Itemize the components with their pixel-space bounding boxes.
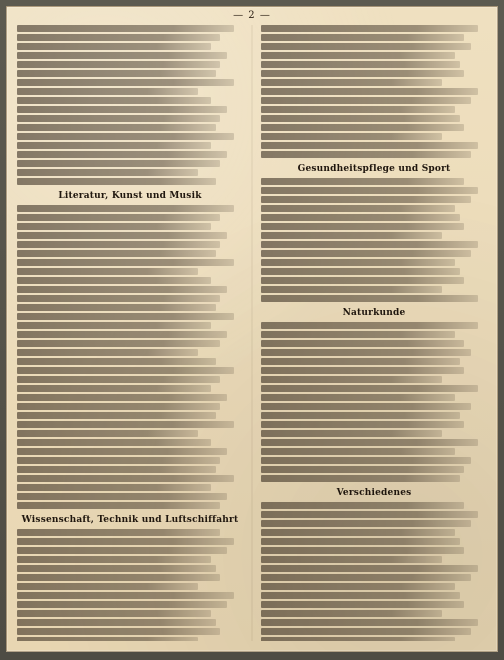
text-line bbox=[261, 133, 442, 140]
text-line bbox=[17, 34, 220, 41]
text-line bbox=[261, 529, 455, 536]
text-line bbox=[17, 430, 198, 437]
text-line bbox=[17, 88, 198, 95]
section-header-naturkunde: Naturkunde bbox=[342, 308, 406, 318]
text-line bbox=[261, 385, 478, 392]
text-line bbox=[17, 466, 216, 473]
wissenschaft-lines bbox=[17, 529, 243, 641]
text-line bbox=[261, 43, 471, 50]
section-header-gesundheit: Gesundheitspflege und Sport bbox=[297, 164, 451, 174]
text-line bbox=[17, 70, 216, 77]
text-line bbox=[17, 295, 220, 302]
text-line bbox=[17, 286, 227, 293]
text-line bbox=[17, 115, 220, 122]
text-line bbox=[17, 484, 211, 491]
text-line bbox=[261, 619, 478, 626]
text-line bbox=[261, 430, 442, 437]
text-line bbox=[17, 61, 220, 68]
text-line bbox=[261, 520, 471, 527]
text-line bbox=[17, 277, 211, 284]
text-line bbox=[17, 403, 220, 410]
text-line bbox=[17, 457, 220, 464]
text-line bbox=[17, 106, 227, 113]
text-line bbox=[261, 349, 471, 356]
text-line bbox=[261, 565, 478, 572]
page-number: — 2 — bbox=[233, 10, 271, 21]
text-line bbox=[261, 592, 460, 599]
text-line bbox=[17, 583, 198, 590]
text-line bbox=[17, 439, 211, 446]
text-line bbox=[261, 556, 442, 563]
text-line bbox=[17, 574, 220, 581]
section-verschiedenes bbox=[261, 488, 487, 641]
text-line bbox=[17, 412, 216, 419]
text-line bbox=[261, 403, 471, 410]
text-line bbox=[261, 25, 478, 32]
text-line bbox=[261, 340, 464, 347]
text-line bbox=[17, 547, 227, 554]
text-line bbox=[17, 376, 220, 383]
text-line bbox=[261, 142, 478, 149]
text-line bbox=[261, 205, 455, 212]
text-line bbox=[261, 511, 478, 518]
text-line bbox=[261, 583, 455, 590]
section-header-literatur: Literatur, Kunst und Musik bbox=[58, 191, 202, 201]
text-line bbox=[17, 97, 211, 104]
text-line bbox=[261, 259, 455, 266]
text-line bbox=[17, 556, 211, 563]
text-line bbox=[17, 250, 216, 257]
text-line bbox=[261, 34, 464, 41]
naturkunde-lines bbox=[261, 322, 487, 482]
text-line bbox=[17, 394, 227, 401]
literatur-lines bbox=[17, 205, 243, 509]
text-line bbox=[17, 304, 216, 311]
text-line bbox=[261, 277, 464, 284]
text-line bbox=[17, 43, 211, 50]
text-line bbox=[261, 376, 442, 383]
text-line bbox=[17, 628, 220, 635]
two-column-layout bbox=[17, 25, 487, 641]
left-top-lines bbox=[17, 25, 243, 185]
text-line bbox=[17, 529, 220, 536]
text-line bbox=[17, 610, 211, 617]
text-line bbox=[261, 448, 455, 455]
text-line bbox=[261, 106, 455, 113]
gesundheit-lines bbox=[261, 178, 487, 302]
section-header-wissenschaft: Wissenschaft, Technik und Luftschiffahrt bbox=[21, 515, 239, 525]
text-line bbox=[17, 241, 220, 248]
text-line bbox=[261, 367, 464, 374]
text-line bbox=[261, 637, 455, 641]
text-line bbox=[17, 448, 227, 455]
text-line bbox=[261, 610, 442, 617]
text-line bbox=[261, 439, 478, 446]
text-line bbox=[17, 349, 198, 356]
section-literatur bbox=[17, 191, 243, 509]
text-line bbox=[17, 25, 234, 32]
right-column bbox=[261, 25, 487, 641]
text-line bbox=[17, 367, 234, 374]
section-gesundheit bbox=[261, 164, 487, 302]
text-line bbox=[261, 295, 478, 302]
text-line bbox=[261, 421, 464, 428]
text-line bbox=[261, 79, 442, 86]
text-line bbox=[261, 538, 460, 545]
text-line bbox=[261, 97, 471, 104]
text-line bbox=[261, 52, 455, 59]
text-line bbox=[17, 592, 234, 599]
text-line bbox=[261, 151, 471, 158]
text-line bbox=[261, 223, 464, 230]
text-line bbox=[17, 322, 211, 329]
text-line bbox=[17, 160, 220, 167]
text-line bbox=[261, 250, 471, 257]
text-line bbox=[17, 421, 234, 428]
text-line bbox=[261, 115, 460, 122]
text-line bbox=[261, 466, 464, 473]
text-line bbox=[17, 502, 220, 509]
text-line bbox=[17, 475, 234, 482]
text-line bbox=[17, 565, 216, 572]
text-line bbox=[17, 169, 198, 176]
text-line bbox=[261, 232, 442, 239]
text-line bbox=[261, 196, 471, 203]
text-line bbox=[17, 124, 216, 131]
text-line bbox=[17, 232, 227, 239]
left-top-list bbox=[17, 25, 243, 185]
text-line bbox=[261, 502, 464, 509]
section-header-verschiedenes: Verschiedenes bbox=[336, 488, 412, 498]
text-line bbox=[17, 133, 234, 140]
text-line bbox=[17, 538, 234, 545]
text-line bbox=[17, 313, 234, 320]
right-top-lines bbox=[261, 25, 487, 158]
text-line bbox=[261, 475, 460, 482]
text-line bbox=[261, 241, 478, 248]
text-line bbox=[17, 493, 227, 500]
text-line bbox=[17, 268, 198, 275]
text-line bbox=[17, 79, 234, 86]
text-line bbox=[261, 286, 442, 293]
text-line bbox=[261, 412, 460, 419]
text-line bbox=[261, 322, 478, 329]
text-line bbox=[261, 124, 464, 131]
text-line bbox=[17, 340, 220, 347]
text-line bbox=[17, 52, 227, 59]
text-line bbox=[261, 394, 455, 401]
text-line bbox=[17, 214, 220, 221]
right-top-list bbox=[261, 25, 487, 158]
text-line bbox=[17, 637, 198, 641]
text-line bbox=[17, 205, 234, 212]
text-line bbox=[17, 385, 211, 392]
text-line bbox=[17, 358, 216, 365]
text-line bbox=[17, 178, 216, 185]
text-line bbox=[17, 223, 211, 230]
section-naturkunde bbox=[261, 308, 487, 482]
document-page bbox=[6, 6, 498, 652]
text-line bbox=[261, 61, 460, 68]
text-line bbox=[261, 547, 464, 554]
text-line bbox=[261, 331, 455, 338]
text-line bbox=[17, 259, 234, 266]
left-column bbox=[17, 25, 243, 641]
text-line bbox=[17, 601, 227, 608]
text-line bbox=[261, 70, 464, 77]
text-line bbox=[17, 151, 227, 158]
verschiedenes-lines bbox=[261, 502, 487, 641]
text-line bbox=[261, 358, 460, 365]
text-line bbox=[17, 331, 227, 338]
text-line bbox=[261, 178, 464, 185]
text-line bbox=[261, 574, 471, 581]
text-line bbox=[17, 619, 216, 626]
text-line bbox=[261, 268, 460, 275]
text-line bbox=[261, 628, 471, 635]
text-line bbox=[261, 601, 464, 608]
text-line bbox=[261, 88, 478, 95]
text-line bbox=[17, 142, 211, 149]
section-wissenschaft bbox=[17, 515, 243, 641]
text-line bbox=[261, 457, 471, 464]
text-line bbox=[261, 187, 478, 194]
text-line bbox=[261, 214, 460, 221]
